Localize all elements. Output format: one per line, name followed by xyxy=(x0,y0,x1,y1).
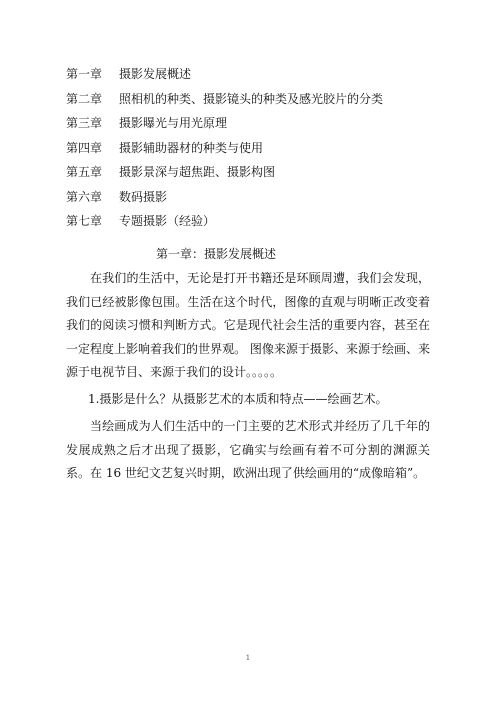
chapter-number: 第一章 xyxy=(66,67,103,81)
chapter-number: 第五章 xyxy=(66,165,103,179)
chapter-title: 摄影辅助器材的种类与使用 xyxy=(119,140,264,155)
chapter-title: 专题摄影（经验） xyxy=(119,214,216,228)
chapter-number: 第三章 xyxy=(66,116,103,130)
paragraph: 当绘画成为人们生活中的一门主要的艺术形式并经历了几千年的发展成熟之后才出现了摄影，它确实与绘画有着不可分割的渊源关系。在 16 世纪文艺复兴时期，欧洲出现了供绘画用的“成像暗箱”。 xyxy=(66,419,430,480)
toc-entry xyxy=(66,138,446,163)
chapter-title: 摄影景深与超焦距、摄影构图 xyxy=(119,165,276,179)
toc-entry xyxy=(66,64,446,89)
chapter-number: 第四章 xyxy=(66,140,103,155)
section-heading: 第一章：摄影发展概述 xyxy=(156,247,277,261)
toc-entry xyxy=(66,187,446,212)
chapter-number: 第六章 xyxy=(66,189,103,204)
chapter-title: 照相机的种类、摄影镜头的种类及感光胶片的分类 xyxy=(119,91,384,106)
chapter-title: 数码摄影 xyxy=(119,189,168,204)
toc-entry xyxy=(66,89,446,114)
chapter-number: 第七章 xyxy=(66,214,103,228)
chapter-number: 第二章 xyxy=(66,91,103,106)
body-text xyxy=(66,267,430,486)
subheading: 1.摄影是什么？从摄影艺术的本质和特点——绘画艺术。 xyxy=(88,391,388,406)
chapter-title: 摄影发展概述 xyxy=(119,67,192,81)
paragraph: 在我们的生活中，无论是打开书籍还是环顾周遭，我们会发现，我们已经被影像包围。生活在这个时代，图像的直观与明晰正改变着我们的阅读习惯和判断方式。它是现代社会生活的重要内容，甚至在一定程度上影响着我们的世界观。 图像来源于摄影、来源于绘画、来源于电视节目、来源于我们的设计。。。。。 xyxy=(66,271,430,379)
page-number: 1 xyxy=(245,654,251,662)
chapter-title: 摄影曝光与用光原理 xyxy=(119,116,228,130)
toc-entry xyxy=(66,113,446,138)
toc-entry xyxy=(66,162,446,187)
toc-entry xyxy=(66,211,446,236)
table-of-contents xyxy=(66,64,446,236)
